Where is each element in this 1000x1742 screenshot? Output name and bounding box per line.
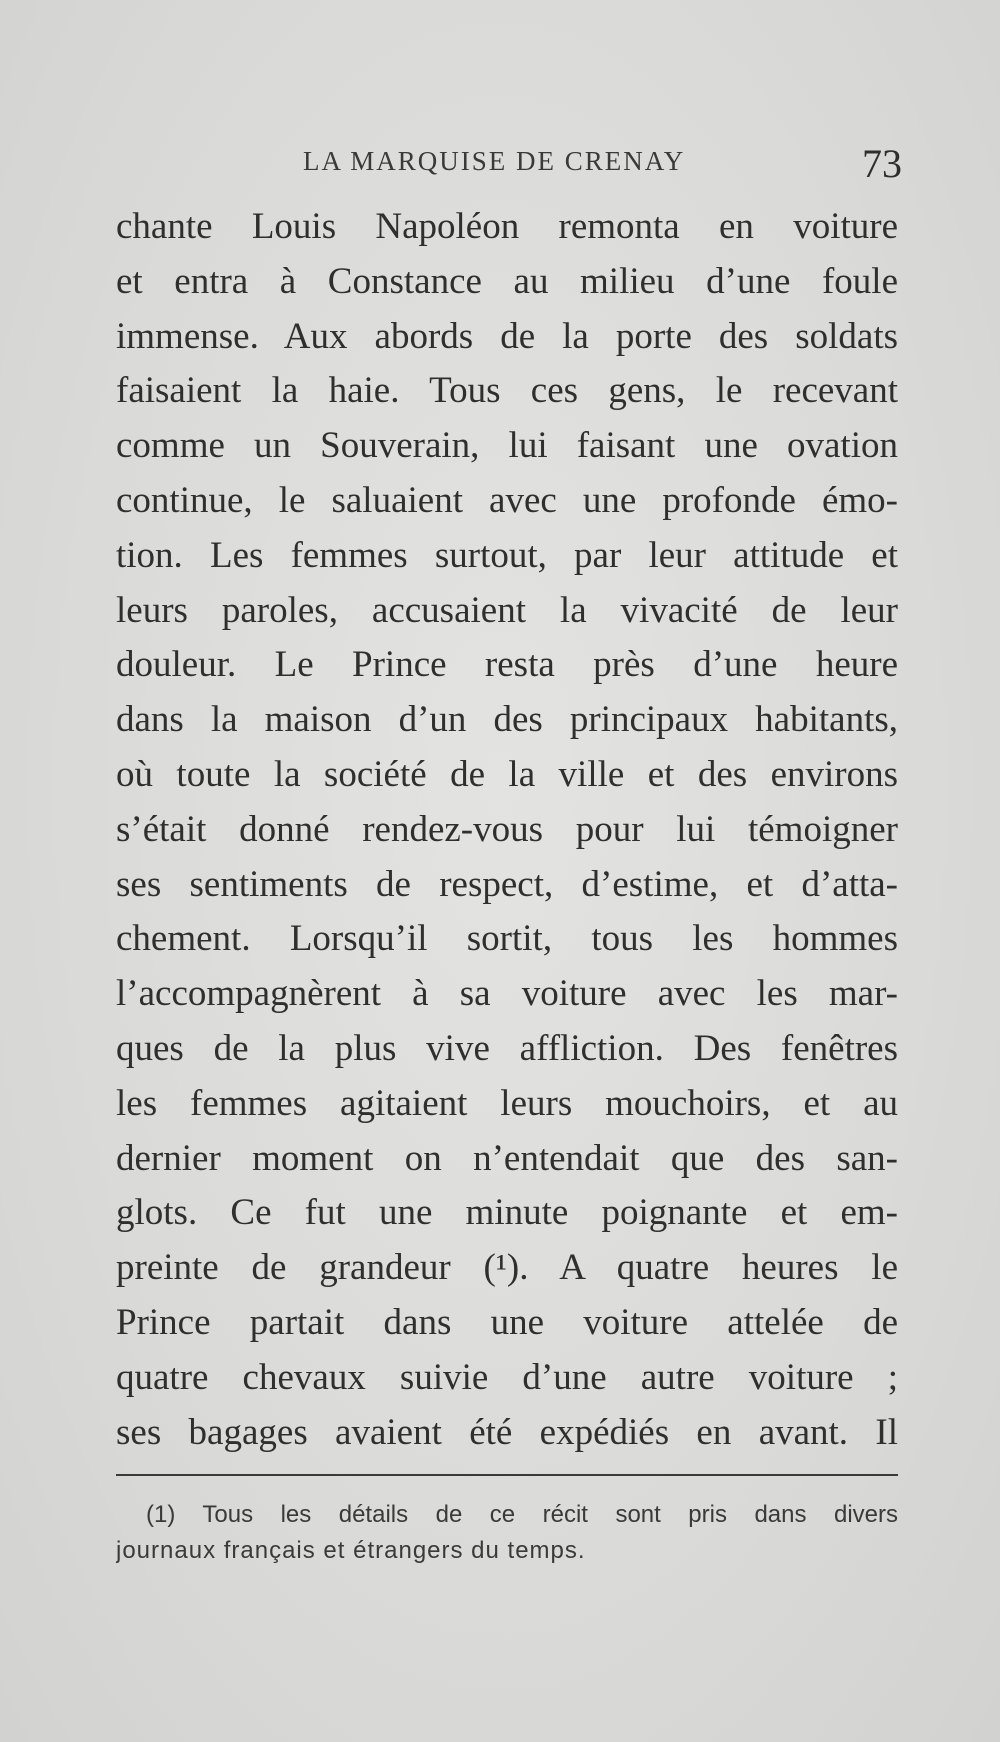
footnote — [116, 1497, 898, 1569]
text-line: ques de la plus vive affliction. Des fenêtres — [116, 1027, 898, 1069]
running-title: LA MARQUISE DE CRENAY — [303, 146, 686, 176]
text-line: glots. Ce fut une minute poignante et em- — [116, 1192, 898, 1234]
text-line: dernier moment on n’entendait que des san- — [116, 1137, 898, 1179]
text-line: Prince partait dans une voiture attelée de — [116, 1301, 898, 1343]
text-line: quatre chevaux suivie d’une autre voiture ; — [116, 1356, 898, 1398]
text-line: chement. Lorsqu’il sortit, tous les hommes — [116, 918, 898, 960]
text-line: douleur. Le Prince resta près d’une heure — [116, 644, 898, 686]
text-line: et entra à Constance au milieu d’une foule — [116, 260, 898, 302]
footnote-line: (1) Tous les détails de ce récit sont pris dans divers — [146, 1501, 898, 1528]
text-line: ses sentiments de respect, d’estime, et d’atta- — [116, 863, 898, 905]
page-number: 73 — [862, 141, 902, 186]
text-line: chante Louis Napoléon remonta en voiture — [116, 206, 898, 247]
footnote-rule — [116, 1474, 898, 1476]
text-line: tion. Les femmes surtout, par leur attitude et — [116, 534, 898, 576]
text-line: où toute la société de la ville et des environs — [116, 753, 898, 795]
text-line: immense. Aux abords de la porte des soldats — [116, 315, 898, 357]
text-line: dans la maison d’un des principaux habitants, — [116, 699, 898, 741]
text-line: comme un Souverain, lui faisant une ovation — [116, 425, 898, 467]
text-line: preinte de grandeur (¹). A quatre heures le — [116, 1247, 898, 1289]
page-header — [114, 140, 902, 190]
text-line: les femmes agitaient leurs mouchoirs, et au — [116, 1082, 898, 1124]
text-line: s’était donné rendez-vous pour lui témoigner — [116, 808, 898, 850]
text-line: leurs paroles, accusaient la vivacité de leur — [116, 589, 898, 631]
text-line: continue, le saluaient avec une profonde émo- — [116, 479, 898, 521]
body-text — [116, 200, 898, 1460]
text-line: l’accompagnèrent à sa voiture avec les mar- — [116, 973, 898, 1015]
footnote-line: journaux français et étrangers du temps. — [116, 1537, 586, 1564]
text-line: ses bagages avaient été expédiés en avant. Il — [116, 1411, 898, 1453]
text-line: faisaient la haie. Tous ces gens, le recevant — [116, 370, 898, 412]
